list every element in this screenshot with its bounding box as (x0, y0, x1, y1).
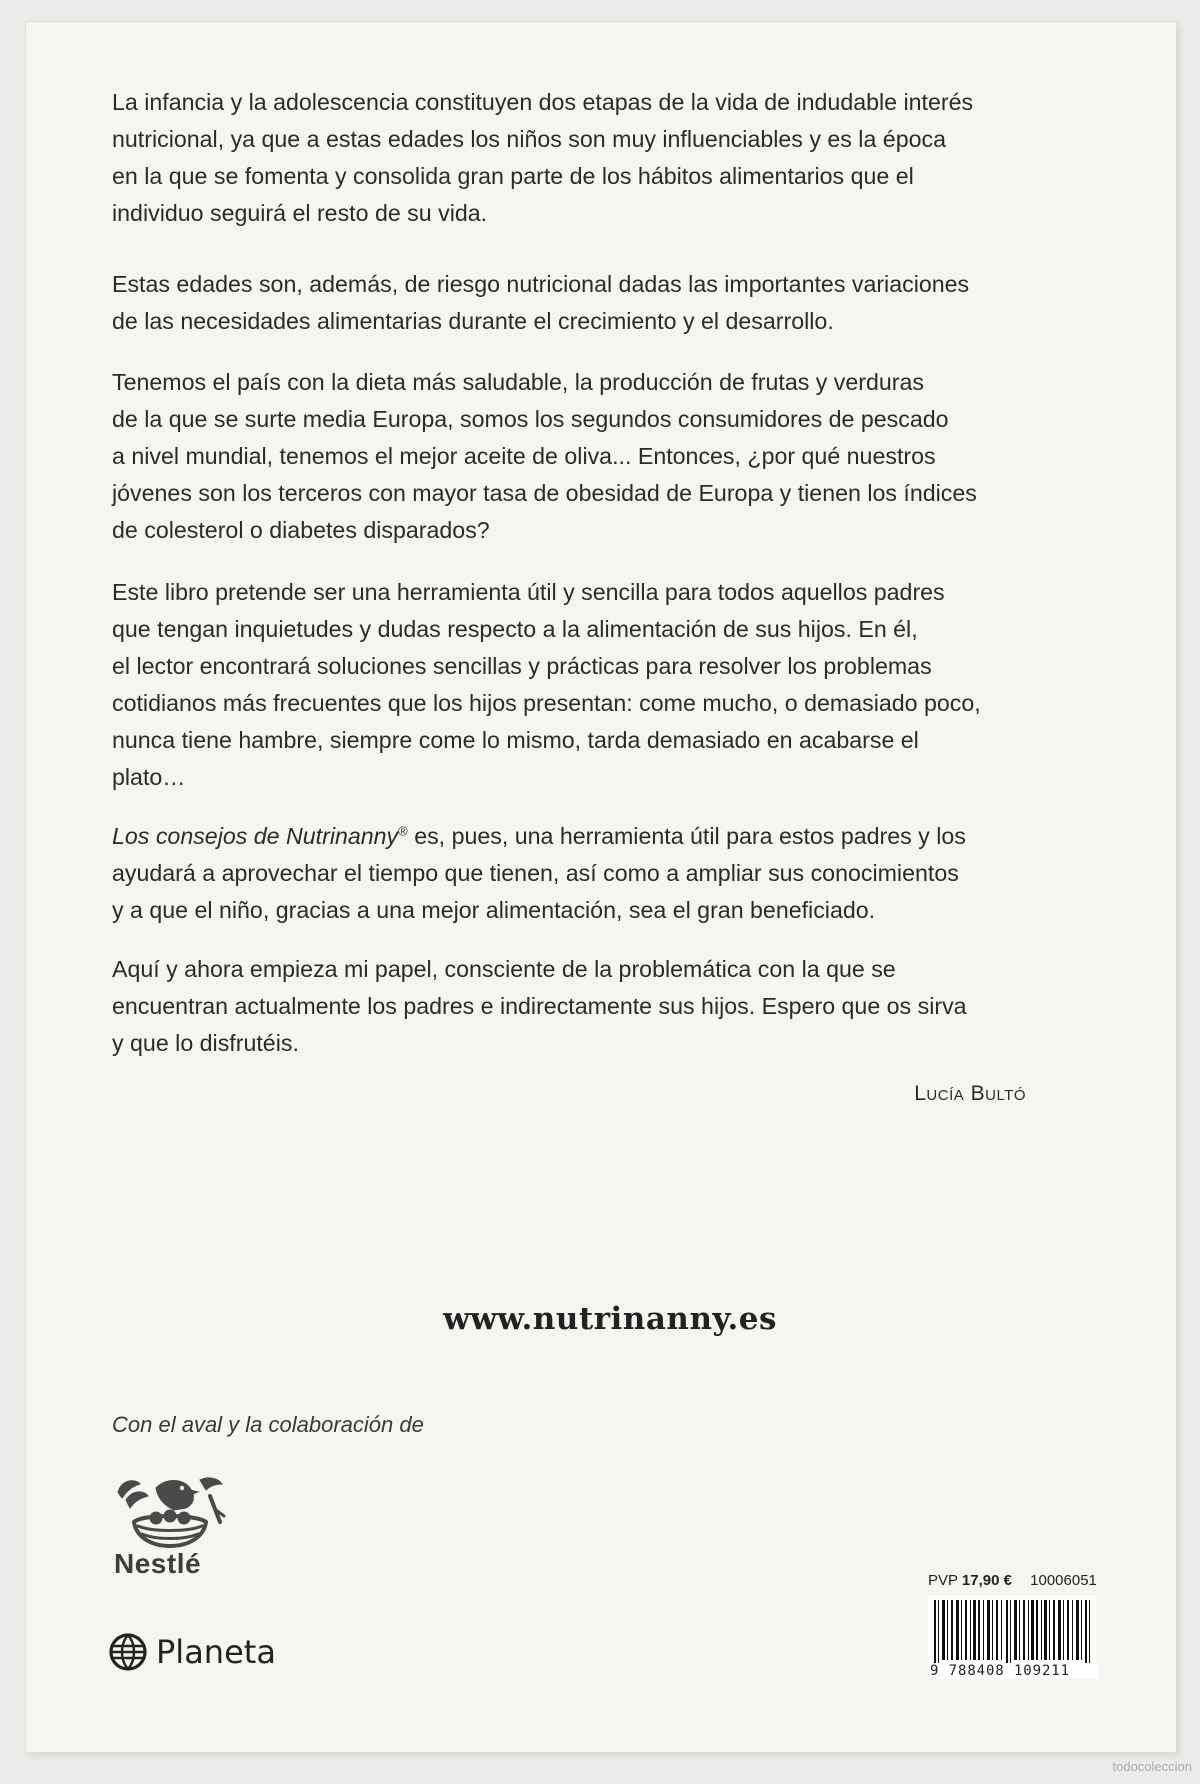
barcode-icon (928, 1596, 1096, 1672)
product-code: 10006051 (1030, 1572, 1097, 1589)
publisher-name: Planeta (156, 1633, 276, 1671)
registered-mark: ® (398, 823, 408, 839)
text-line: nunca tiene hambre, siempre come lo mismo, tarda demasiado en acabarse el (112, 727, 919, 753)
text-line: ayudará a aprovechar el tiempo que tienen, así como a ampliar sus conocimientos (112, 860, 959, 886)
text-line: Estas edades son, además, de riesgo nutricional dadas las importantes variaciones (112, 271, 970, 297)
text-line: nutricional, ya que a estas edades los niños son muy influenciables y es la época (112, 126, 946, 152)
paragraph-risk (112, 266, 1102, 340)
nestle-logo-text: Nestlé (114, 1548, 202, 1579)
planeta-globe-icon (108, 1632, 148, 1672)
text-line: a nivel mundial, tenemos el mejor aceite de oliva... Entonces, ¿por qué nuestros (112, 443, 936, 469)
text-line-rest: es, pues, una herramienta útil para estos padres y los (407, 823, 966, 849)
text-line: La infancia y la adolescencia constituyen dos etapas de la vida de indudable interés (112, 89, 974, 115)
text-line: plato… (112, 764, 186, 790)
price-label (928, 1572, 1097, 1589)
text-line: de las necesidades alimentarias durante el crecimiento y el desarrollo. (112, 308, 834, 334)
text-line: Este libro pretende ser una herramienta útil y sencilla para todos aquellos padres (112, 579, 945, 605)
text-line: individuo seguirá el resto de su vida. (112, 200, 488, 226)
book-title: Los consejos de Nutrinanny (112, 823, 399, 849)
text-line: Aquí y ahora empieza mi papel, consciente de la problemática con la que se (112, 956, 896, 982)
text-line: el lector encontrará soluciones sencillas y prácticas para resolver los problemas (112, 653, 932, 679)
text-line: de colesterol o diabetes disparados? (112, 517, 490, 543)
price-value: 17,90 € (961, 1572, 1012, 1589)
text-line (112, 818, 1102, 855)
collaboration-note: Con el aval y la colaboración de (112, 1412, 424, 1437)
text-line: y que lo disfrutéis. (112, 1030, 299, 1056)
text-line: Tenemos el país con la dieta más saludable, la producción de frutas y verduras (112, 369, 925, 395)
paragraph-intro (112, 84, 1102, 232)
text-line: cotidianos más frecuentes que los hijos presentan: come mucho, o demasiado poco, (112, 690, 981, 716)
text-line: en la que se fomenta y consolida gran parte de los hábitos alimentarios que el (112, 163, 914, 189)
website-url[interactable]: www.nutrinanny.es (443, 1301, 777, 1337)
text-line: de la que se surte media Europa, somos los segundos consumidores de pescado (112, 406, 949, 432)
isbn-number: 9 788408 109211 (930, 1663, 1098, 1679)
price-prefix: PVP (928, 1572, 958, 1589)
paragraph-book-purpose (112, 574, 1102, 796)
planeta-logo (108, 1630, 276, 1674)
watermark-text: todocoleccion (1112, 1759, 1192, 1774)
text-line: jóvenes son los terceros con mayor tasa de obesidad de Europa y tienen los índices (112, 480, 977, 506)
paragraph-country (112, 364, 1102, 549)
paragraph-closing (112, 951, 1102, 1062)
text-line: encuentran actualmente los padres e indirectamente sus hijos. Espero que os sirva (112, 993, 967, 1019)
paragraph-consejos (112, 818, 1102, 929)
author-signature: Lucía Bultó (914, 1082, 1026, 1105)
text-line: y a que el niño, gracias a una mejor alimentación, sea el gran beneficiado. (112, 897, 876, 923)
text-line: que tengan inquietudes y dudas respecto a la alimentación de sus hijos. En él, (112, 616, 918, 642)
